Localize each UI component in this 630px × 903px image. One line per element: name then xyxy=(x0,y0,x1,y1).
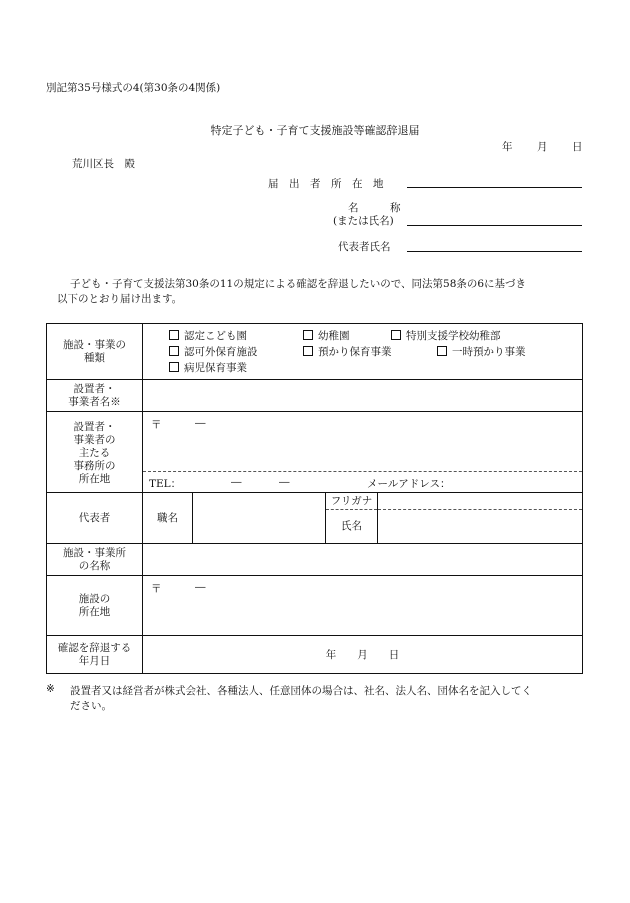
facility-type-options xyxy=(143,324,583,380)
tel-label: TEL： xyxy=(149,478,182,490)
form-reference: 別記第35号様式の4(第30条の4関係) xyxy=(46,82,221,94)
position-field[interactable] xyxy=(193,493,326,544)
postal-dash: ― xyxy=(195,417,206,429)
facility-address-field[interactable] xyxy=(143,576,583,636)
checkbox-certified-kodomoen[interactable]: 認定こども園 xyxy=(169,328,303,343)
facility-name-label: 施設・事業所 の名称 xyxy=(47,544,143,576)
note-mark: ※ xyxy=(46,683,55,695)
notifier-address-line[interactable] xyxy=(407,187,582,188)
withdrawal-form-table xyxy=(46,323,583,674)
operator-address-row xyxy=(47,412,583,493)
checkbox-icon[interactable] xyxy=(169,346,179,356)
date-month: 月 xyxy=(537,141,548,153)
name-label-cell xyxy=(326,493,378,544)
operator-name-row xyxy=(47,380,583,412)
email-label: メールアドレス： xyxy=(367,478,451,490)
checkbox-temporary-care[interactable]: 一時預かり事業 xyxy=(437,344,526,359)
checkbox-extended-care[interactable]: 預かり保育事業 xyxy=(303,344,437,359)
operator-address-field[interactable] xyxy=(143,412,583,493)
document-title: 特定子ども・子育て支援施設等確認辞退届 xyxy=(210,124,420,137)
facility-name-row xyxy=(47,544,583,576)
withdrawal-date-label: 確認を辞退する 年月日 xyxy=(47,636,143,674)
notifier-name-line[interactable] xyxy=(407,225,582,226)
tel-dash-1: ― xyxy=(231,476,242,488)
operator-name-field[interactable] xyxy=(143,380,583,412)
date-year: 年 xyxy=(502,141,513,153)
furigana-field[interactable] xyxy=(378,493,582,510)
furigana-label: フリガナ xyxy=(326,493,377,510)
notifier-name-label: 名 称 xyxy=(348,202,401,214)
person-name-label: 氏名 xyxy=(341,520,362,532)
person-name-field[interactable] xyxy=(378,510,582,543)
checkbox-kindergarten[interactable]: 幼稚園 xyxy=(303,328,391,343)
tel-dash-2: ― xyxy=(279,476,290,488)
checkbox-unlicensed-childcare[interactable]: 認可外保育施設 xyxy=(169,344,303,359)
name-field-cell[interactable] xyxy=(378,493,583,544)
checkbox-icon[interactable] xyxy=(303,346,313,356)
date-day: 日 xyxy=(572,141,583,153)
facility-postal-dash: ― xyxy=(195,581,206,593)
facility-postal-mark: 〒 xyxy=(151,583,162,595)
facility-type-row xyxy=(47,324,583,380)
postal-mark: 〒 xyxy=(151,419,162,431)
notifier-name-sublabel: (または氏名) xyxy=(333,215,394,227)
representative-row xyxy=(47,493,583,544)
body-text-line-1: 子ども・子育て支援法第30条の11の規定による確認を辞退したいので、同法第58条の6に基づき xyxy=(70,278,527,290)
addressee: 荒川区長 殿 xyxy=(72,158,135,170)
withdrawal-date-field[interactable] xyxy=(143,636,583,674)
facility-type-label: 施設・事業の 種類 xyxy=(47,324,143,380)
body-text-line-2: 以下のとおり届け出ます。 xyxy=(57,293,183,305)
notifier-rep-label: 代表者氏名 xyxy=(338,241,391,253)
withdrawal-date-row xyxy=(47,636,583,674)
checkbox-special-support-kindergarten[interactable]: 特別支援学校幼稚部 xyxy=(391,328,501,343)
checkbox-icon[interactable] xyxy=(169,362,179,372)
note-text-line-2: ださい。 xyxy=(70,700,112,712)
checkbox-icon[interactable] xyxy=(437,346,447,356)
representative-label: 代表者 xyxy=(47,493,143,544)
checkbox-icon[interactable] xyxy=(303,330,313,340)
facility-address-label: 施設の 所在地 xyxy=(47,576,143,636)
withdrawal-date-value: 年 月 日 xyxy=(325,649,400,661)
position-label: 職名 xyxy=(143,493,193,544)
checkbox-sick-child-care[interactable]: 病児保育事業 xyxy=(169,360,247,375)
notifier-rep-line[interactable] xyxy=(407,251,582,252)
checkbox-icon[interactable] xyxy=(169,330,179,340)
notifier-address-label: 届 出 者 所 在 地 xyxy=(268,178,384,190)
operator-address-label: 設置者・ 事業者の 主たる 事務所の 所在地 xyxy=(47,412,143,493)
checkbox-icon[interactable] xyxy=(391,330,401,340)
facility-address-row xyxy=(47,576,583,636)
note-text-line-1: 設置者又は経営者が株式会社、各種法人、任意団体の場合は、社名、法人名、団体名を記入してく xyxy=(70,685,532,697)
facility-name-field[interactable] xyxy=(143,544,583,576)
operator-name-label: 設置者・ 事業者名※ xyxy=(47,380,143,412)
